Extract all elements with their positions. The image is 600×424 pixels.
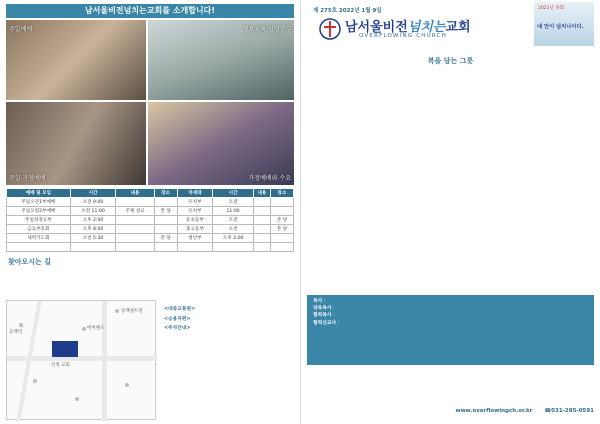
col-header: 장소 (270, 189, 293, 198)
table-cell (154, 243, 177, 252)
table-row (7, 207, 294, 216)
table-row (7, 243, 294, 252)
col-header: 예배 및 모임 (7, 189, 71, 198)
location-map[interactable] (6, 300, 156, 420)
table-cell (154, 225, 177, 234)
staff-label: 협력목사 (313, 313, 332, 319)
table-cell: 오전 (213, 198, 254, 207)
car-title: <승용차편> (164, 316, 191, 322)
staff-label: 목자 (313, 299, 323, 304)
right-page (300, 0, 600, 424)
banner-text: 네 안이 넘치나이다. (537, 24, 584, 30)
table-cell (270, 207, 293, 216)
photo-caption: 주일 가정예배 (9, 175, 46, 182)
staff-line: 목자 : (313, 299, 326, 304)
table-cell (270, 234, 293, 243)
map-label: 동백센트럴 (121, 309, 143, 314)
staff-label: 협력선교사 (313, 320, 337, 326)
church-name-part: 남서울비전 (345, 20, 408, 35)
col-header: 내용 (116, 189, 154, 198)
staff-notice (307, 295, 594, 365)
col-header: 차세대 (177, 189, 213, 198)
table-cell: 유치부 (177, 198, 213, 207)
col-header: 시간 (70, 189, 116, 198)
table-cell: 본 당 (270, 216, 293, 225)
col-header: 내용 (253, 189, 270, 198)
table-cell (70, 243, 116, 252)
table-cell: 새벽기도회 (7, 234, 71, 243)
table-cell: 오전 (213, 216, 254, 225)
table-cell: 오후 2:00 (213, 234, 254, 243)
article-title: 복을 담는 그릇 (427, 57, 474, 65)
table-cell (213, 243, 254, 252)
table-cell (270, 243, 293, 252)
church-name-part: 교회 (445, 20, 471, 35)
table-cell (270, 198, 293, 207)
staff-line: 협력목사 : (313, 313, 335, 319)
staff-line: 협력선교사 : (313, 320, 340, 326)
table-cell: 중고등부 (177, 225, 213, 234)
table-cell: 주일성경공부 (7, 216, 71, 225)
table-cell (253, 207, 270, 216)
table-cell: 오전 11:00 (70, 207, 116, 216)
table-row (7, 198, 294, 207)
table-cell: 본 당 (154, 207, 177, 216)
table-cell: 주제 설교 (116, 207, 154, 216)
table-cell: 금요부흥회 (7, 225, 71, 234)
table-cell (253, 216, 270, 225)
table-cell: 오전 5:30 (70, 234, 116, 243)
table-cell: 본 당 (154, 234, 177, 243)
table-cell (116, 216, 154, 225)
parking-title: <주차안내> (164, 326, 191, 332)
intro-header: 남서울비전넘치는교회를 소개합니다! (6, 4, 294, 18)
table-cell: 11:00 (213, 207, 254, 216)
table-row (7, 216, 294, 225)
table-cell (116, 234, 154, 243)
table-cell: 오후 2:00 (70, 216, 116, 225)
article-body (311, 69, 590, 292)
table-cell: 청년부 (177, 234, 213, 243)
vision-banner (534, 2, 594, 46)
table-cell (177, 243, 213, 252)
map-label: 신명 교회 (51, 363, 70, 368)
directions-title: 찾아오시는 길 (8, 258, 52, 266)
table-cell: 오전 (213, 225, 254, 234)
table-cell: 본 당 (270, 225, 293, 234)
table-cell (116, 243, 154, 252)
table-cell: 주일오전2부예배 (7, 207, 71, 216)
table-cell (253, 234, 270, 243)
table-cell (253, 225, 270, 234)
footer (307, 408, 594, 420)
photo-caption: 정보교육 성경공부 (242, 26, 291, 33)
table-cell (154, 216, 177, 225)
photo-caption: 주일예배 (9, 26, 33, 33)
staff-line: 양육목사 : (313, 306, 335, 312)
table-cell: 오후 8:00 (70, 225, 116, 234)
church-location-marker (52, 341, 78, 357)
table-cell (7, 243, 71, 252)
address-title: <대중교통편> (164, 307, 196, 312)
photo-home-worship (6, 102, 146, 185)
worship-schedule-table (6, 188, 294, 252)
table-cell (116, 225, 154, 234)
table-cell: 유치부 (177, 207, 213, 216)
church-logo-icon (319, 18, 341, 40)
photo-sunday-worship (6, 20, 146, 100)
table-row (7, 225, 294, 234)
photo-caption: 가정예배와 수요 (248, 175, 291, 182)
masthead (307, 0, 594, 48)
church-name-english: OVERFLOWING CHURCH (359, 33, 447, 39)
phone-number: ☎031-285-0591 (544, 408, 594, 414)
directions-info (164, 304, 294, 333)
banner-year: 2022년 목회 (538, 6, 564, 11)
table-cell (253, 243, 270, 252)
issue-info: 제 275호 2022년 1월 9일 (313, 8, 382, 14)
table-row (7, 234, 294, 243)
table-cell (253, 198, 270, 207)
table-cell (116, 198, 154, 207)
photo-choir (148, 102, 294, 185)
col-header: 장소 (154, 189, 177, 198)
table-cell: 주일오전1부예배 (7, 198, 71, 207)
photo-collage (6, 20, 294, 185)
church-name-highlight: 넘치는 (407, 20, 446, 35)
map-label: 에버랜드 (87, 326, 105, 331)
map-label: 동백역 (9, 330, 23, 335)
website-link[interactable]: www.overflowingch.or.kr (455, 408, 533, 414)
col-header: 시간 (213, 189, 254, 198)
photo-bible-study (148, 20, 294, 100)
table-cell: 유초등부 (177, 216, 213, 225)
table-cell (154, 198, 177, 207)
table-cell: 오전 9:00 (70, 198, 116, 207)
staff-label: 양육목사 (313, 306, 332, 312)
